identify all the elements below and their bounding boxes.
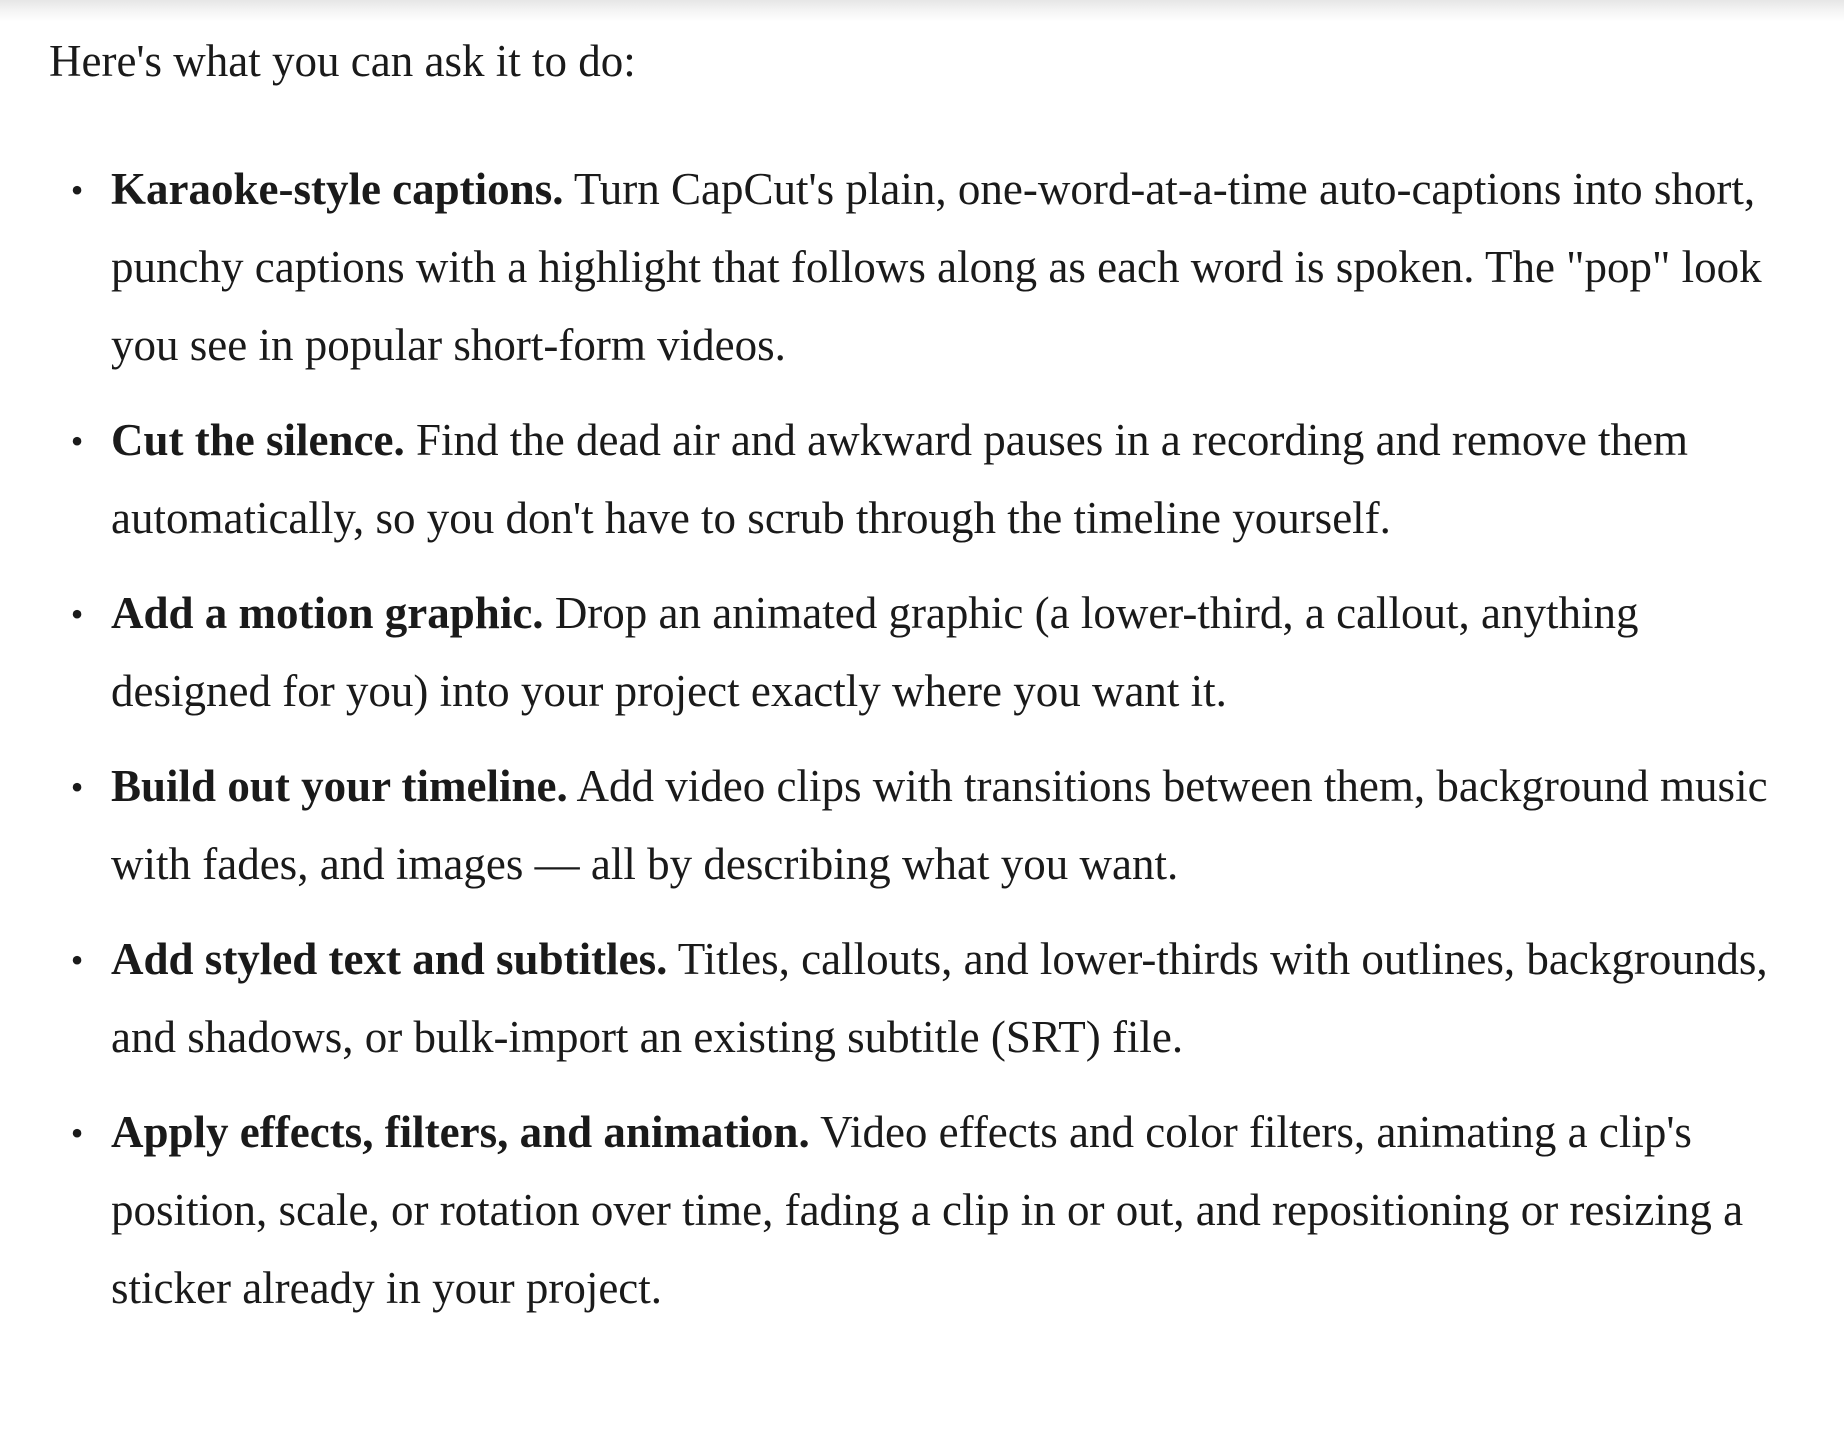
feature-title: Add styled text and subtitles. bbox=[111, 934, 668, 984]
feature-list bbox=[49, 150, 1809, 1327]
feature-description: Find the dead air and awkward pauses in a recording and remove them automatically, so you don't have to scrub through the timeline yourself. bbox=[111, 415, 1689, 543]
bullet-icon: • bbox=[70, 940, 84, 980]
feature-title: Apply effects, filters, and animation. bbox=[111, 1107, 810, 1157]
feature-title: Karaoke-style captions. bbox=[111, 164, 564, 214]
bullet-icon: • bbox=[70, 170, 84, 210]
feature-item-karaoke-captions bbox=[49, 150, 1809, 384]
bullet-icon: • bbox=[70, 767, 84, 807]
feature-description: Add video clips with transitions between them, background music with fades, and images — all by describing what you want. bbox=[111, 761, 1768, 889]
feature-description: Video effects and color filters, animating a clip's position, scale, or rotation over time, fading a clip in or out, and repositioning or resizing a sticker already in your project. bbox=[111, 1107, 1744, 1313]
feature-item-effects-filters bbox=[49, 1093, 1809, 1327]
feature-item-styled-text bbox=[49, 920, 1809, 1076]
feature-description: Turn CapCut's plain, one-word-at-a-time auto-captions into short, punchy captions with a highlight that follows along as each word is spoken. The "pop" look you see in popular short-form videos. bbox=[111, 164, 1762, 370]
bullet-icon: • bbox=[70, 421, 84, 461]
intro-text: Here's what you can ask it to do: bbox=[49, 36, 636, 86]
feature-item-motion-graphic bbox=[49, 574, 1809, 730]
bullet-icon: • bbox=[70, 594, 84, 634]
top-shadow bbox=[0, 0, 1844, 22]
feature-item-build-timeline bbox=[49, 747, 1809, 903]
feature-description: Titles, callouts, and lower-thirds with outlines, backgrounds, and shadows, or bulk-import an existing subtitle (SRT) file. bbox=[111, 934, 1768, 1062]
feature-title: Add a motion graphic. bbox=[111, 588, 544, 638]
feature-item-cut-silence bbox=[49, 401, 1809, 557]
feature-title: Build out your timeline. bbox=[111, 761, 568, 811]
bullet-icon: • bbox=[70, 1113, 84, 1153]
feature-title: Cut the silence. bbox=[111, 415, 405, 465]
article-body bbox=[49, 28, 1809, 1344]
feature-description: Drop an animated graphic (a lower-third, a callout, anything designed for you) into your project exactly where you want it. bbox=[111, 588, 1639, 716]
